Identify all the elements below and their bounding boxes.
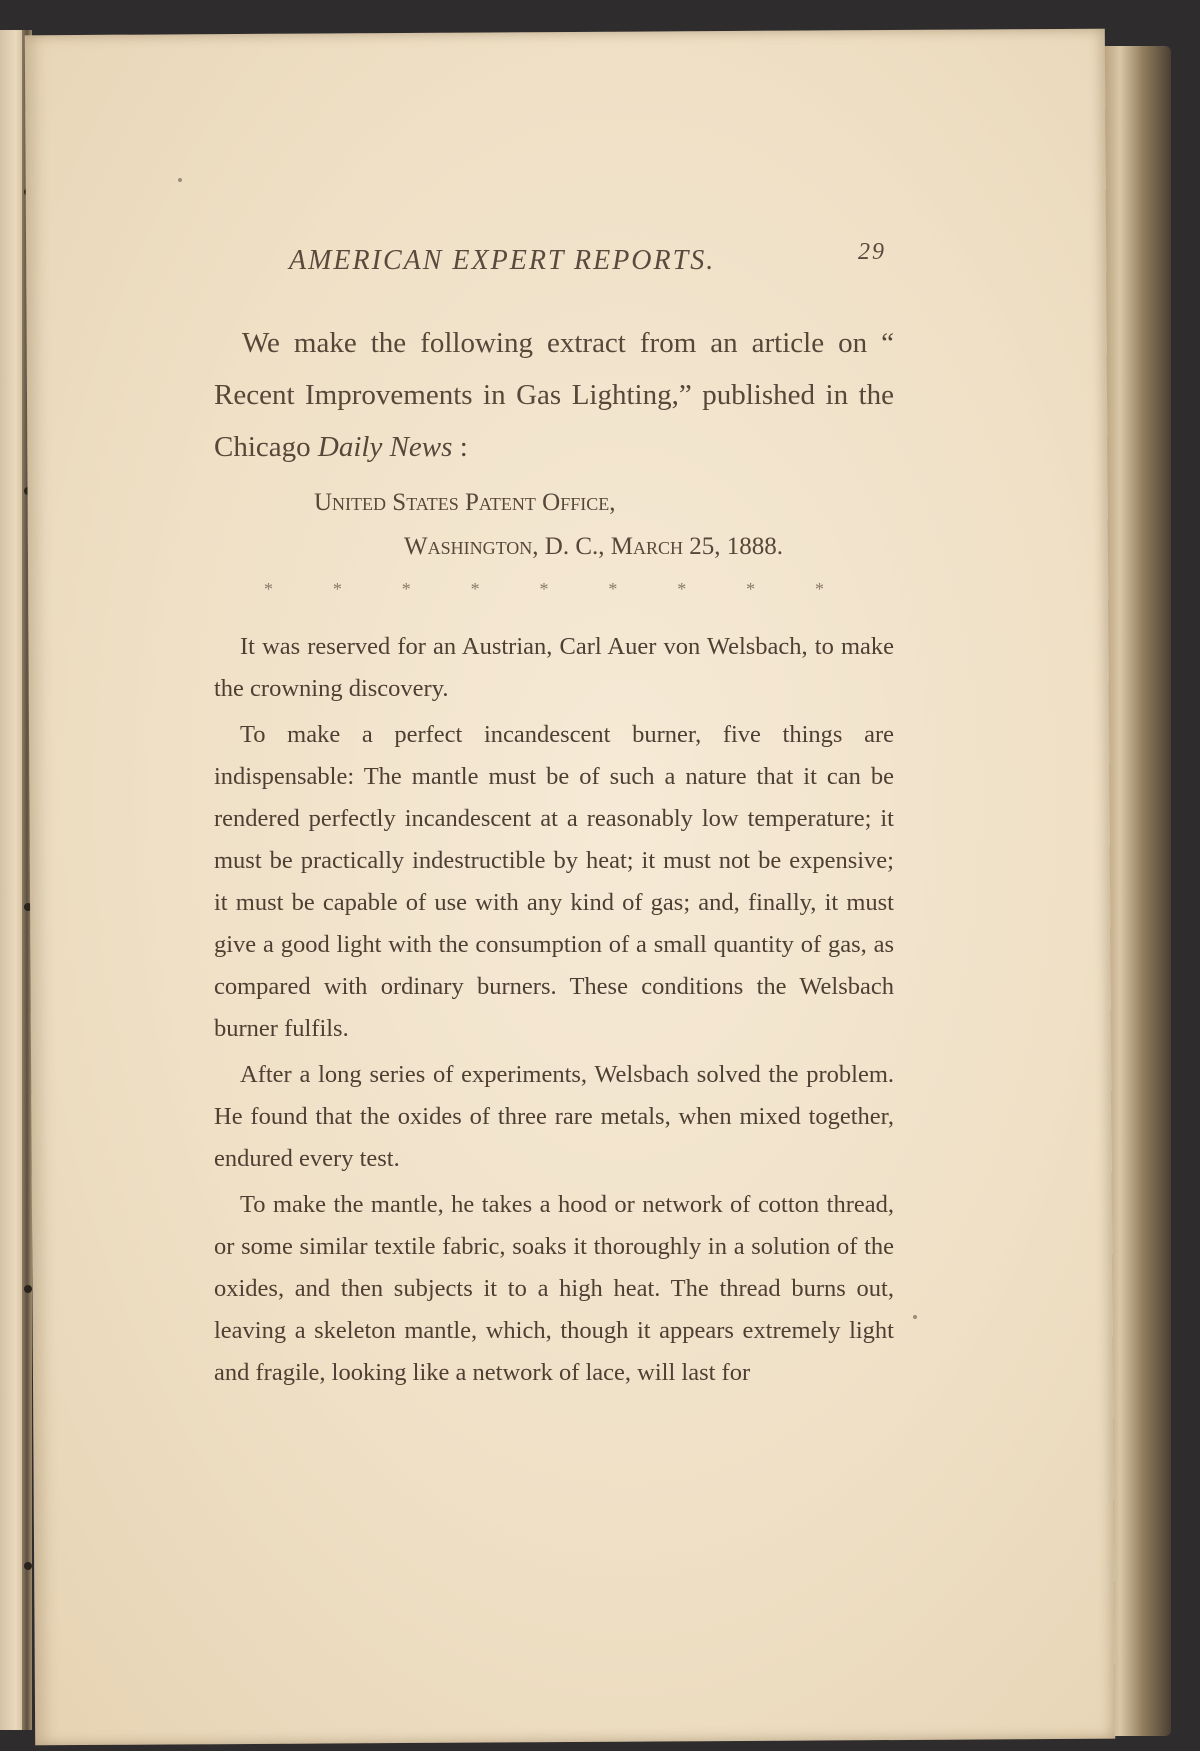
star-mark: * [815,579,824,599]
star-mark: * [470,579,480,599]
star-mark: * [401,579,411,599]
star-mark: * [539,579,549,599]
running-head [214,239,894,295]
star-mark: * [677,579,687,599]
star-mark: * [608,579,618,599]
dateline-office: United States Patent Office, [314,489,616,516]
body-paragraph: It was reserved for an Austrian, Carl Auer von Welsbach, to make the crowning discovery. [214,633,894,702]
intro-text: We make the following extract from an article on “ Recent Improvements in Gas Lighting,” published in the Chicago [214,327,894,463]
binding-stitch [24,1285,32,1293]
star-mark: * [332,579,342,599]
dateline [214,481,894,569]
paper-speck [178,178,182,182]
body-paragraph: To make the mantle, he takes a hood or network of cotton thread, or some similar textile fabric, soaks it thoroughly in a solution of the oxides, and then subjects it to a high heat. The thread burns out, leaving a skeleton mantle, which, though it appears extremely light and fragile, looking like a network of lace, will last for [214,1191,894,1386]
binding-stitch [24,1562,32,1570]
dateline-place-date: Washington, D. C., March 25, 1888. [404,533,783,560]
body-paragraph: After a long series of experiments, Welsbach solved the problem. He found that the oxides of three rare metals, when mixed together, endured every test. [214,1061,894,1172]
paper-speck [913,1315,917,1319]
ellipsis-stars [214,579,894,600]
intro-paragraph [214,317,894,473]
source-title: Daily News [317,431,453,463]
intro-colon: : [452,431,468,463]
running-head-title: AMERICAN EXPERT REPORTS. [289,245,716,276]
page-number: 29 [858,239,886,265]
page-text-block [214,239,894,1398]
body-paragraph: To make a perfect incandescent burner, five things are indispensable: The mantle must be of such a nature that it can be rendered perfectly incandescent at a reasonably low temperature; it must be practically indestructible by heat; it must not be expensive; it must be capable of use with any kind of gas; and, finally, it must give a good light with the consumption of a small quantity of gas, as compared with ordinary burners. These conditions the Welsbach burner fulfils. [214,721,894,1042]
star-mark: * [264,579,273,599]
star-mark: * [746,579,756,599]
